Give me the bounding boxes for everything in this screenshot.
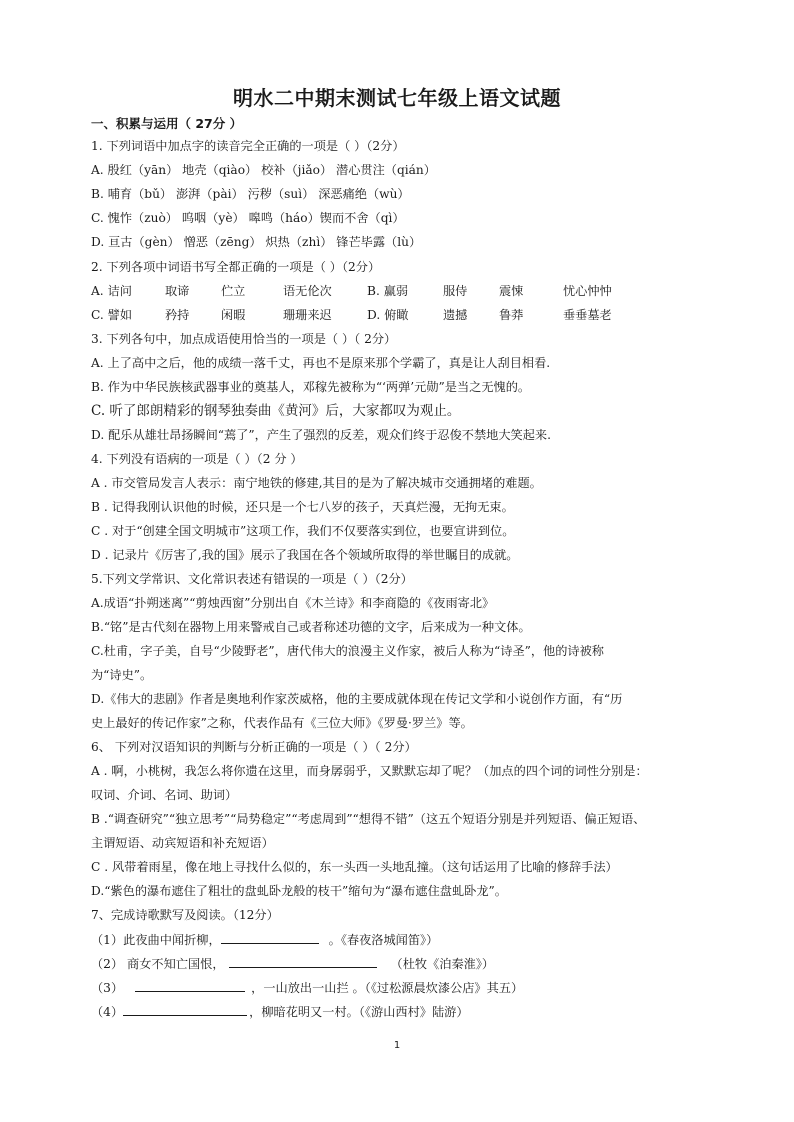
poem-line-2	[91, 954, 711, 972]
poem-line-prefix: （4）	[91, 1005, 124, 1019]
question-4-option-c: C . 对于“创建全国文明城市”这项工作，我们不仅要落实到位，也要宣讲到位。	[91, 524, 515, 538]
answer-blank[interactable]	[221, 930, 319, 944]
poem-line-4	[91, 1002, 711, 1020]
option-cell: 遗撼	[443, 308, 468, 322]
question-5-option-d: D.《伟大的悲剧》作者是奥地利作家茨威格，他的主要成就体现在传记文学和小说创作方面，有“历	[91, 692, 623, 706]
question-1-option-c: C. 愧怍（zuò） 呜咽（yè） 嗥鸣（háo）锲而不舍（qì）	[91, 211, 405, 225]
question-6-stem: 6、 下列对汉语知识的判断与分析正确的一项是（ ）（ 2分）	[91, 740, 417, 754]
option-cell: 震悚	[499, 284, 524, 298]
question-2-row-1	[91, 282, 711, 300]
poem-line-prefix: （3）	[91, 981, 124, 995]
question-3-option-c: C. 听了郎朗精彩的钢琴独奏曲《黄河》后，大家都叹为观止。	[91, 403, 461, 419]
option-cell: 垂垂墓老	[563, 308, 612, 322]
question-5-option-b: B.“铭”是古代刻在器物上用来警戒自己或者称述功德的文字，后来成为一种文体。	[91, 620, 531, 634]
option-cell: 忧心忡忡	[563, 284, 612, 298]
poem-line-3	[91, 978, 711, 996]
option-cell: B. 赢弱	[367, 284, 409, 298]
poem-line-1	[91, 930, 711, 948]
poem-line-prefix: （1）此夜曲中闻折柳，	[91, 933, 221, 947]
page-title: 明水二中期末测试七年级上语文试题	[233, 86, 561, 110]
question-3-option-a: A. 上了高中之后，他的成绩一落千丈，再也不是原来那个学霸了，真是让人刮目相看.	[91, 356, 551, 370]
question-4-option-d: D . 记录片《厉害了,我的国》展示了我国在各个领域所取得的举世瞩目的成就。	[91, 548, 519, 562]
question-1-stem: 1. 下列词语中加点字的读音完全正确的一项是（ ）（2分）	[91, 139, 405, 153]
question-3-stem: 3. 下列各句中，加点成语使用恰当的一项是（ ）（ 2分）	[91, 332, 397, 346]
question-6-option-b: B .“调查研究”“独立思考”“局势稳定”“考虑周到”“想得不错”（这五个短语分别是并列短语、偏正短语、	[91, 812, 646, 826]
option-cell: A. 诘问	[91, 284, 132, 298]
question-5-option-c-cont: 为“诗史”。	[91, 668, 153, 682]
poem-line-suffix: ，柳暗花明又一村。（《游山西村》陆游）	[249, 1005, 469, 1019]
option-cell: 服侍	[443, 284, 468, 298]
section-heading: 一、积累与运用（ 27分 ）	[91, 116, 243, 131]
option-cell: 取谛	[165, 284, 190, 298]
question-5-option-d-cont: 史上最好的传记作家”之称，代表作品有《三位大师》《罗曼·罗兰》等。	[91, 716, 473, 730]
question-7-stem: 7、完成诗歌默写及阅读。（12分）	[91, 908, 279, 922]
option-cell: 珊珊来迟	[283, 308, 332, 322]
answer-blank[interactable]	[135, 978, 245, 992]
question-6-option-c: C . 风带着雨星，像在地上寻找什么似的，东一头西一头地乱撞。（这句话运用了比喻的修辞手法）	[91, 860, 618, 874]
option-cell: D. 俯瞰	[367, 308, 409, 322]
option-cell: 语无伦次	[283, 284, 332, 298]
page-number: 1	[393, 1040, 401, 1051]
option-cell: 伫立	[221, 284, 246, 298]
question-4-stem: 4. 下列没有语病的一项是（ ）（2 分 ）	[91, 452, 303, 466]
question-3-option-d: D. 配乐从雄壮昂扬瞬间“蔫了”，产生了强烈的反差，观众们终于忍俊不禁地大笑起来.	[91, 428, 551, 442]
poem-line-prefix: （2） 商女不知亡国恨，	[91, 957, 225, 971]
answer-blank[interactable]	[229, 954, 377, 968]
question-4-option-b: B . 记得我刚认识他的时候，还只是一个七八岁的孩子，天真烂漫，无拘无束。	[91, 500, 514, 514]
question-6-option-a-cont: 叹词、介词、名词、助词）	[91, 788, 238, 802]
option-cell: 矜持	[165, 308, 190, 322]
answer-blank[interactable]	[123, 1002, 247, 1016]
question-2-stem: 2. 下列各项中词语书写全都正确的一项是（ ）（2分）	[91, 260, 381, 274]
question-6-option-d: D.“紫色的瀑布遮住了粗壮的盘虬卧龙般的枝干”缩句为“瀑布遮住盘虬卧龙”。	[91, 884, 507, 898]
question-4-option-a: A . 市交管局发言人表示：南宁地铁的修建,其目的是为了解决城市交通拥堵的难题。	[91, 476, 542, 490]
question-5-option-c: C.杜甫，字子美，自号“少陵野老”，唐代伟大的浪漫主义作家，被后人称为“诗圣”，他的诗被称	[91, 644, 604, 658]
question-5-stem: 5.下列文学常识、文化常识表述有错误的一项是（ ）（2分）	[91, 572, 413, 586]
question-2-row-2	[91, 306, 711, 324]
question-3-option-b: B. 作为中华民族核武器事业的奠基人，邓稼先被称为“‘两弹’元勋”是当之无愧的。	[91, 380, 531, 394]
question-6-option-b-cont: 主谓短语、动宾短语和补充短语）	[91, 836, 274, 850]
question-1-option-d: D. 亘古（gèn） 憎恶（zēng） 炽热（zhì） 锋芒毕露（lù）	[91, 235, 422, 249]
question-1-option-b: B. 哺育（bǔ） 澎湃（pài） 污秽（suì） 深恶痛绝（wù）	[91, 187, 410, 201]
poem-line-suffix: （杜牧《泊秦淮》）	[390, 957, 495, 971]
poem-line-suffix: 。《春夜洛城闻笛》）	[328, 933, 439, 947]
question-6-option-a: A . 啊，小桃树，我怎么将你遗在这里，而身孱弱乎，又默默忘却了呢？（加点的四个词的词性分别是：	[91, 764, 648, 778]
question-5-option-a: A.成语“扑朔迷离”“剪烛西窗”分别出自《木兰诗》和李商隐的《夜雨寄北》	[91, 596, 495, 610]
option-cell: 鲁莽	[499, 308, 524, 322]
option-cell: 闲暇	[221, 308, 246, 322]
option-cell: C. 譬如	[91, 308, 133, 322]
poem-line-suffix: ，一山放出一山拦 。（《过松源晨炊漆公店》其五）	[251, 981, 524, 995]
question-1-option-a: A. 殷红（yān） 地壳（qiào） 校补（jiǎo） 潜心贯注（qián）	[91, 163, 436, 177]
